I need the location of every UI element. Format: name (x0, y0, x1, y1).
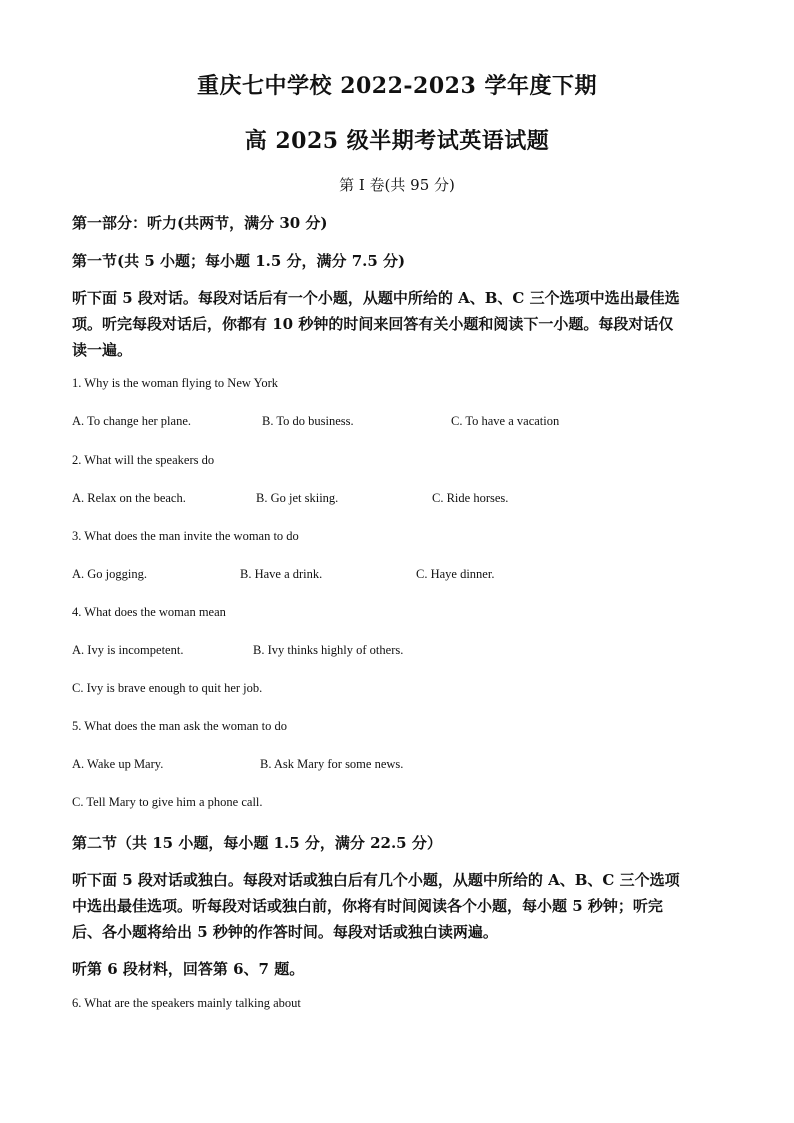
option-a: A. To change her plane. (72, 414, 191, 428)
question-stem: 2. What will the speakers do (72, 453, 215, 467)
instruction-line: 听下面 5 段对话或独白。每段对话或独白后有几个小题，从题中所给的 A、B、C 三个选项 (72, 871, 680, 889)
option-c: C. To have a vacation (451, 414, 560, 428)
instruction-line: 中选出最佳选项。听每段对话或独白前，你将有时间阅读各个小题，每小题 5 秒钟；听完 (72, 897, 663, 915)
section1-instructions (72, 285, 722, 363)
option-a: A. Relax on the beach. (72, 491, 186, 505)
option-c: C. Ride horses. (432, 491, 509, 505)
instruction-line: 项。听完每段对话后，你都有 10 秒钟的时间来回答有关小题和阅读下一小题。每段对话仅 (72, 315, 674, 333)
section2-heading: 第二节（共 15 小题，每小题 1.5 分，满分 22.5 分） (72, 834, 442, 852)
question-stem: 1. Why is the woman flying to New York (72, 376, 279, 390)
option-c: C. Tell Mary to give him a phone call. (72, 795, 263, 809)
option-a: A. Go jogging. (72, 567, 147, 581)
option-a: A. Wake up Mary. (72, 757, 164, 771)
question-stem: 5. What does the man ask the woman to do (72, 719, 288, 733)
instruction-line: 后、各小题将给出 5 秒钟的作答时间。每段对话或独白读两遍。 (72, 923, 498, 941)
question-stem: 3. What does the man invite the woman to do (72, 529, 299, 543)
question-stem: 4. What does the woman mean (72, 605, 226, 619)
option-b: B. Ask Mary for some news. (260, 757, 404, 771)
instruction-line: 读一遍。 (72, 341, 133, 359)
option-b: B. Ivy thinks highly of others. (253, 643, 404, 657)
question-stem: 6. What are the speakers mainly talking about (72, 996, 301, 1010)
option-b: B. Have a drink. (240, 567, 323, 581)
material-heading: 听第 6 段材料，回答第 6、7 题。 (72, 960, 305, 978)
section2-instructions (72, 867, 722, 945)
section1-heading: 第一节(共 5 小题；每小题 1.5 分，满分 7.5 分) (72, 252, 406, 270)
option-a: A. Ivy is incompetent. (72, 643, 184, 657)
part1-heading: 第一部分：听力(共两节，满分 30 分) (72, 214, 328, 232)
exam-title-grade: 高 2025 级半期考试英语试题 (244, 128, 550, 154)
option-c: C. Haye dinner. (416, 567, 495, 581)
instruction-line: 听下面 5 段对话。每段对话后有一个小题，从题中所给的 A、B、C 三个选项中选出最佳选 (72, 289, 680, 307)
option-b: B. To do business. (262, 414, 354, 428)
option-b: B. Go jet skiing. (256, 491, 339, 505)
volume-label: 第 I 卷(共 95 分) (339, 176, 455, 194)
option-c: C. Ivy is brave enough to quit her job. (72, 681, 263, 695)
exam-title-school: 重庆七中学校 2022-2023 学年度下期 (197, 73, 597, 99)
